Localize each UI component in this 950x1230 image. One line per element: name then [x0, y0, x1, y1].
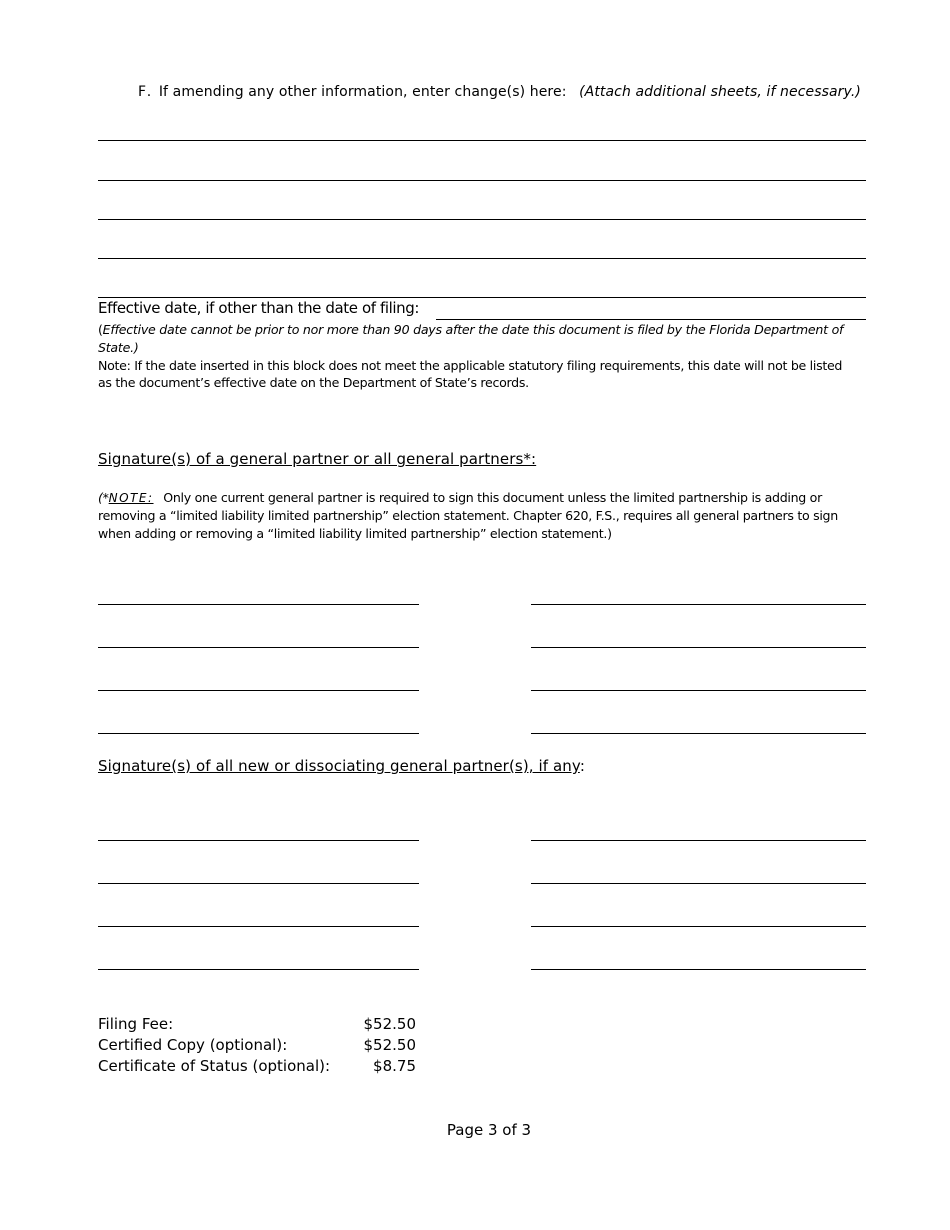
fee-amount: $52.50: [363, 1036, 416, 1054]
fee-row-certificate-status: [98, 1056, 416, 1077]
signature-requirement-note: [98, 489, 873, 543]
general-signature-line-left-3[interactable]: [98, 690, 419, 691]
amendment-line-2[interactable]: [98, 180, 866, 181]
effective-date-note-paren: (: [98, 322, 103, 337]
new-signature-line-left-3[interactable]: [98, 926, 419, 927]
new-signature-line-left-4[interactable]: [98, 969, 419, 970]
new-partner-heading-colon: :: [579, 757, 585, 775]
fee-label: Filing Fee:: [98, 1015, 174, 1033]
effective-date-statutory-note: Note: If the date inserted in this block does not meet the applicable statutory filing requirements, this date will not be listed as the document’s effective date on the Department of State’s records.: [98, 358, 843, 390]
effective-date-field[interactable]: [436, 319, 866, 320]
fee-row-certified-copy: [98, 1035, 416, 1056]
section-f-letter: F.: [138, 84, 155, 100]
page-number: Page 3 of 3: [446, 1121, 532, 1139]
new-partner-heading-text: Signature(s) of all new or dissociating general partner(s), if any: [98, 757, 580, 775]
new-signature-line-right-2[interactable]: [531, 883, 866, 884]
effective-date-note-text: Effective date cannot be prior to nor more than 90 days after the date this document is filed by the Florida Department of State.): [98, 322, 844, 355]
section-f-instruction: [138, 84, 861, 100]
new-signature-line-right-4[interactable]: [531, 969, 866, 970]
general-signature-line-left-1[interactable]: [98, 604, 419, 605]
fee-label: Certificate of Status (optional):: [98, 1057, 331, 1075]
new-signature-line-left-1[interactable]: [98, 840, 419, 841]
general-signature-line-right-4[interactable]: [531, 733, 866, 734]
fee-amount: $52.50: [363, 1015, 416, 1033]
general-signature-line-right-1[interactable]: [531, 604, 866, 605]
note-prefix: (*: [98, 490, 109, 505]
new-signature-line-right-1[interactable]: [531, 840, 866, 841]
fee-schedule: [98, 1014, 416, 1077]
new-signature-line-left-2[interactable]: [98, 883, 419, 884]
note-text: Only one current general partner is required to sign this document unless the limited partnership is adding or removing a “limited liability limited partnership” election statement. Chapter 620, F.S., requires all general partners to sign when adding or removing a “limited liability limited partnership” election statement.): [98, 490, 838, 541]
general-signature-line-left-2[interactable]: [98, 647, 419, 648]
amendment-line-3[interactable]: [98, 219, 866, 220]
note-label: NOTE:: [108, 491, 154, 505]
attach-sheets-note: (Attach additional sheets, if necessary.): [579, 84, 861, 100]
amendment-line-5[interactable]: [98, 297, 866, 298]
general-signature-line-left-4[interactable]: [98, 733, 419, 734]
new-signature-line-right-3[interactable]: [531, 926, 866, 927]
fee-amount: $8.75: [373, 1057, 416, 1075]
general-signature-line-right-3[interactable]: [531, 690, 866, 691]
section-f-text: If amending any other information, enter change(s) here:: [158, 84, 567, 100]
new-partner-signature-heading: [98, 757, 585, 775]
amendment-line-1[interactable]: [98, 140, 866, 141]
amendment-line-4[interactable]: [98, 258, 866, 259]
effective-date-note: [98, 321, 873, 357]
general-signature-line-right-2[interactable]: [531, 647, 866, 648]
general-partner-signature-heading: Signature(s) of a general partner or all general partners*:: [98, 450, 537, 468]
fee-row-filing: [98, 1014, 416, 1035]
effective-date-label: Effective date, if other than the date of filing:: [98, 299, 420, 317]
fee-label: Certified Copy (optional):: [98, 1036, 288, 1054]
